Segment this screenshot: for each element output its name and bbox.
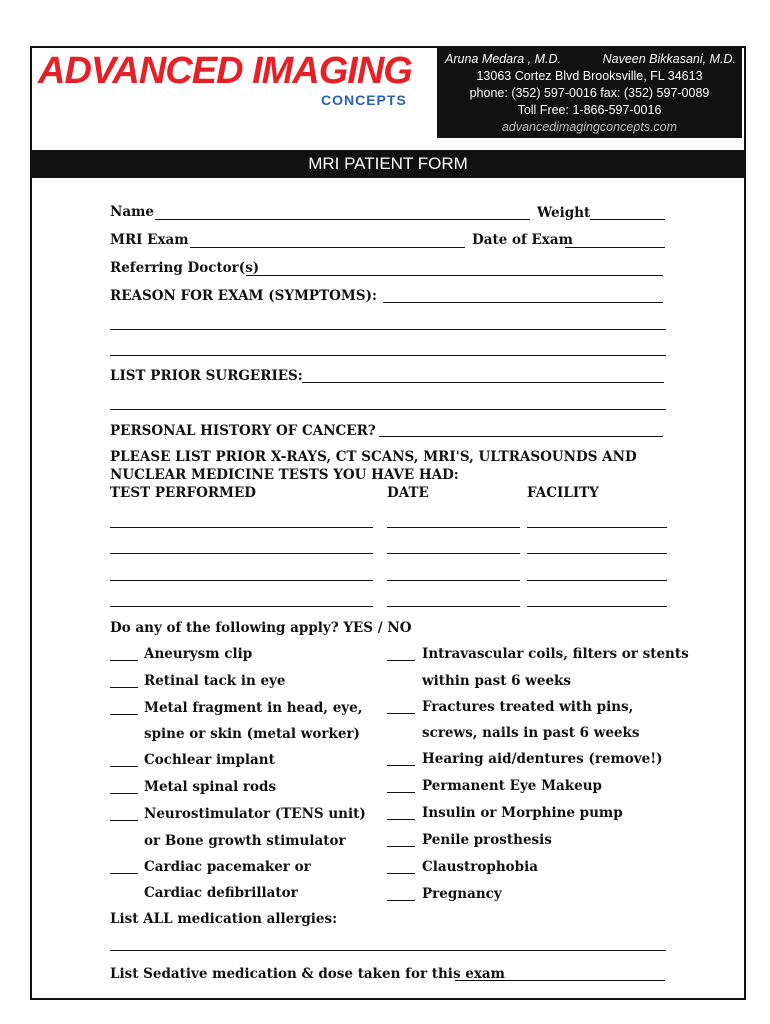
item-fractures-pins: Fractures treated with pins, [422, 699, 634, 715]
col-test-performed: TEST PERFORMED [110, 485, 256, 501]
weight-line[interactable] [590, 219, 665, 220]
website: advancedimagingconcepts.com [501, 120, 678, 134]
form-title: MRI PATIENT FORM [30, 150, 746, 178]
item-intravascular-coils-cont: within past 6 weeks [422, 673, 572, 689]
referring-doctor-label: Referring Doctor(s) [110, 260, 260, 276]
item-fractures-pins-cont: screws, nails in past 6 weeks [422, 725, 640, 741]
check-cardiac-pacemaker[interactable] [110, 873, 138, 874]
check-eye-makeup[interactable] [387, 792, 415, 793]
test-row-3-facility[interactable] [527, 580, 667, 581]
check-aneurysm-clip[interactable] [110, 660, 138, 661]
test-row-1-test[interactable] [110, 527, 373, 528]
check-hearing-aid[interactable] [387, 765, 415, 766]
item-eye-makeup: Permanent Eye Makeup [422, 778, 602, 794]
toll-free: Toll Free: 1-866-597-0016 [517, 103, 662, 117]
test-row-1-facility[interactable] [527, 527, 667, 528]
test-row-2-date[interactable] [387, 553, 520, 554]
item-pregnancy: Pregnancy [422, 886, 502, 902]
col-date: DATE [387, 485, 429, 501]
form-border [30, 46, 746, 1000]
reason-line-2[interactable] [110, 329, 666, 330]
item-neurostimulator: Neurostimulator (TENS unit) [144, 806, 366, 822]
item-hearing-aid: Hearing aid/dentures (remove!) [422, 751, 663, 767]
item-insulin-pump: Insulin or Morphine pump [422, 805, 623, 821]
item-cochlear-implant: Cochlear implant [144, 752, 275, 768]
test-row-3-date[interactable] [387, 580, 520, 581]
item-metal-fragment: Metal fragment in head, eye, [144, 700, 363, 716]
cancer-history-label: PERSONAL HISTORY OF CANCER? [110, 423, 376, 439]
check-fractures-pins[interactable] [387, 713, 415, 714]
checklist-question: Do any of the following apply? YES / NO [110, 620, 412, 636]
test-row-2-facility[interactable] [527, 553, 667, 554]
address: 13063 Cortez Blvd Brooksville, FL 34613 [476, 69, 703, 83]
sedative-line[interactable] [455, 980, 665, 981]
doctor-right: Naveen Bikkasani, M.D. [602, 52, 736, 66]
check-cochlear-implant[interactable] [110, 766, 138, 767]
check-insulin-pump[interactable] [387, 819, 415, 820]
item-aneurysm-clip: Aneurysm clip [144, 646, 253, 662]
weight-label: Weight [537, 205, 591, 221]
mri-exam-label: MRI Exam [110, 232, 189, 248]
check-penile-prosthesis[interactable] [387, 846, 415, 847]
referring-doctor-line[interactable] [246, 275, 663, 276]
item-penile-prosthesis: Penile prosthesis [422, 832, 552, 848]
item-claustrophobia: Claustrophobia [422, 859, 538, 875]
col-facility: FACILITY [527, 485, 599, 501]
item-metal-fragment-cont: spine or skin (metal worker) [144, 726, 360, 742]
prior-tests-heading-1: PLEASE LIST PRIOR X-RAYS, CT SCANS, MRI'S, ULTRASOUNDS AND [110, 449, 637, 465]
logo-sub-text: CONCEPTS [321, 92, 407, 108]
test-row-4-test[interactable] [110, 606, 373, 607]
test-row-4-facility[interactable] [527, 606, 667, 607]
name-label: Name [110, 204, 154, 220]
reason-line-1[interactable] [383, 302, 663, 303]
prior-tests-heading-2: NUCLEAR MEDICINE TESTS YOU HAVE HAD: [110, 467, 459, 483]
reason-line-3[interactable] [110, 355, 666, 356]
prior-surgeries-line-2[interactable] [110, 409, 666, 410]
check-intravascular-coils[interactable] [387, 660, 415, 661]
name-line[interactable] [155, 219, 530, 220]
sedative-label: List Sedative medication & dose taken for this exam [110, 966, 505, 982]
item-retinal-tack: Retinal tack in eye [144, 673, 286, 689]
phone-fax: phone: (352) 597-0016 fax: (352) 597-0089 [469, 86, 710, 100]
test-row-4-date[interactable] [387, 606, 520, 607]
check-claustrophobia[interactable] [387, 873, 415, 874]
check-metal-spinal-rods[interactable] [110, 793, 138, 794]
check-pregnancy[interactable] [387, 900, 415, 901]
check-neurostimulator[interactable] [110, 820, 138, 821]
cancer-history-line[interactable] [379, 436, 663, 437]
mri-exam-line[interactable] [190, 247, 465, 248]
allergies-label: List ALL medication allergies: [110, 911, 338, 927]
doctor-left: Aruna Medara , M.D. [445, 52, 562, 66]
prior-surgeries-label: LIST PRIOR SURGERIES: [110, 368, 303, 384]
check-retinal-tack[interactable] [110, 687, 138, 688]
item-metal-spinal-rods: Metal spinal rods [144, 779, 277, 795]
date-of-exam-label: Date of Exam [472, 232, 573, 248]
reason-label: REASON FOR EXAM (SYMPTOMS): [110, 288, 377, 304]
check-metal-fragment[interactable] [110, 714, 138, 715]
test-row-3-test[interactable] [110, 580, 373, 581]
test-row-1-date[interactable] [387, 527, 520, 528]
item-cardiac-pacemaker: Cardiac pacemaker or [144, 859, 311, 875]
item-cardiac-defibrillator: Cardiac defibrillator [144, 885, 298, 901]
item-intravascular-coils: Intravascular coils, filters or stents [422, 646, 689, 662]
test-row-2-test[interactable] [110, 553, 373, 554]
prior-surgeries-line-1[interactable] [302, 382, 664, 383]
item-bone-growth-stimulator: or Bone growth stimulator [144, 833, 346, 849]
date-of-exam-line[interactable] [565, 247, 665, 248]
logo-main-text: ADVANCED IMAGING [38, 50, 412, 92]
allergies-line[interactable] [110, 950, 666, 951]
contact-box [437, 46, 742, 138]
